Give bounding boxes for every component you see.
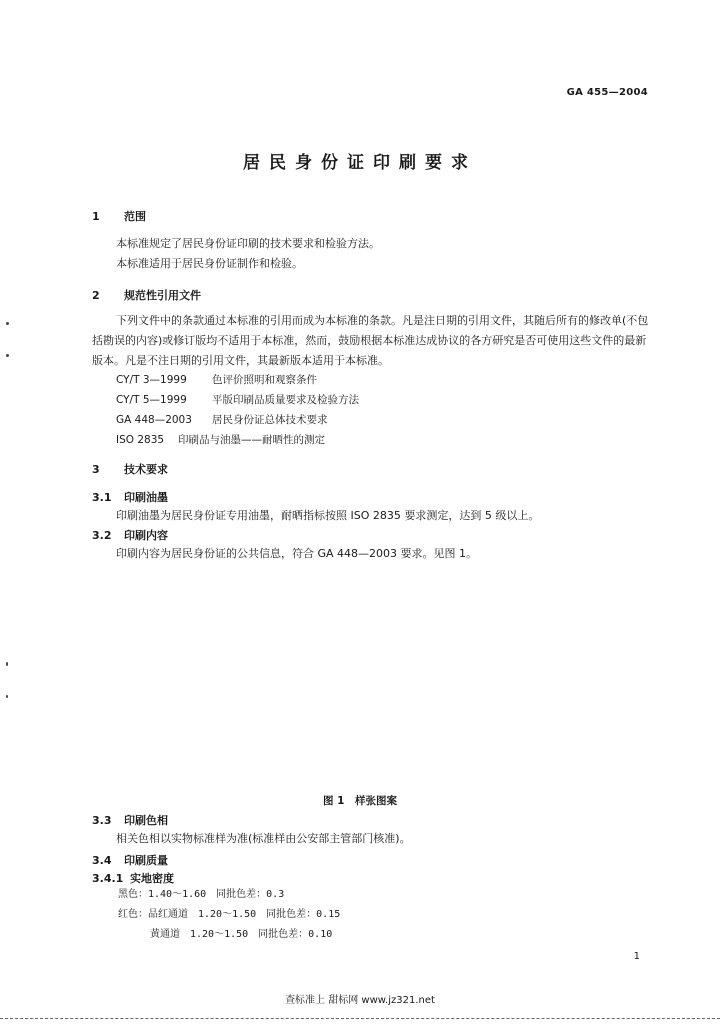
section-3-3-heading: [92, 812, 168, 828]
reference-title: 印刷品与油墨——耐晒性的测定: [178, 434, 325, 446]
scan-speck: [6, 695, 8, 698]
section-3-2-heading: [92, 527, 168, 543]
section-number: 3.3: [92, 814, 112, 827]
standard-number: GA 455—2004: [566, 87, 648, 98]
section-3-1-heading: [92, 489, 168, 505]
section-title: 实地密度: [130, 872, 174, 885]
scan-speck: [6, 354, 9, 357]
density-black: 黑色：1.40～1.60 同批色差：0.3: [118, 889, 285, 900]
section-1-paragraph-2: 本标准适用于居民身份证制作和检验。: [116, 257, 303, 270]
section-number: 3: [92, 463, 100, 476]
section-title: 技术要求: [124, 463, 168, 476]
section-number: 3.2: [92, 529, 112, 542]
section-3-4-heading: [92, 852, 168, 868]
reference-item: [116, 392, 359, 407]
section-number: 3.4.1: [92, 872, 124, 885]
section-number: 3.1: [92, 491, 112, 504]
reference-title: 平版印刷品质量要求及检验方法: [212, 394, 359, 406]
section-title: 范围: [124, 210, 146, 223]
reference-title: 居民身份证总体技术要求: [212, 414, 328, 426]
footer-watermark: 查标准上 甜标网 www.jz321.net: [285, 995, 435, 1006]
section-title: 印刷油墨: [124, 491, 168, 504]
reference-code: CY/T 5—1999: [116, 394, 187, 406]
section-title: 印刷内容: [124, 529, 168, 542]
reference-item: [116, 412, 328, 427]
section-2-heading: [92, 287, 201, 303]
reference-title: 色评价照明和观察条件: [212, 374, 317, 386]
page-number: 1: [633, 951, 640, 962]
section-1-heading: [92, 208, 146, 224]
reference-code: CY/T 3—1999: [116, 374, 187, 386]
section-2-intro: 下列文件中的条款通过本标准的引用而成为本标准的条款。凡是注日期的引用文件，其随后所有的修改单(不包括勘误的内容)或修订版均不适用于本标准，然而，鼓励根据本标准达成协议的各方研究是否可使用这些文件的最新版本。凡是不注日期的引用文件，其最新版本适用于本标准。: [92, 314, 649, 367]
section-1-paragraph-1: 本标准规定了居民身份证印刷的技术要求和检验方法。: [116, 237, 380, 250]
section-3-heading: [92, 461, 168, 477]
scan-bottom-edge: [0, 1018, 720, 1020]
section-3-4-1-heading: [92, 870, 174, 886]
reference-item: [116, 432, 325, 447]
reference-code: ISO 2835: [116, 434, 165, 446]
scan-speck: [6, 322, 9, 325]
section-number: 3.4: [92, 854, 112, 867]
density-red-magenta: 红色：品红通道 1.20～1.50 同批色差：0.15: [118, 909, 341, 920]
page-title: 居民身份证印刷要求: [243, 153, 477, 173]
section-3-3-text: 相关色相以实物标准样为准(标准样由公安部主管部门核准)。: [116, 832, 411, 845]
section-number: 2: [92, 289, 100, 302]
figure-area: [92, 580, 657, 780]
density-red-yellow: 黄通道 1.20～1.50 同批色差：0.10: [150, 929, 333, 940]
reference-code: GA 448—2003: [116, 414, 192, 426]
section-number: 1: [92, 210, 100, 223]
section-title: 印刷色相: [124, 814, 168, 827]
figure-caption: 图 1 样张图案: [323, 795, 397, 807]
scan-speck: [6, 662, 8, 666]
section-title: 印刷质量: [124, 854, 168, 867]
section-title: 规范性引用文件: [124, 289, 201, 302]
section-3-1-text: 印刷油墨为居民身份证专用油墨，耐晒指标按照 ISO 2835 要求测定，达到 5 级以上。: [116, 509, 540, 522]
section-3-2-text: 印刷内容为居民身份证的公共信息，符合 GA 448—2003 要求。见图 1。: [116, 547, 478, 560]
reference-item: [116, 372, 317, 387]
